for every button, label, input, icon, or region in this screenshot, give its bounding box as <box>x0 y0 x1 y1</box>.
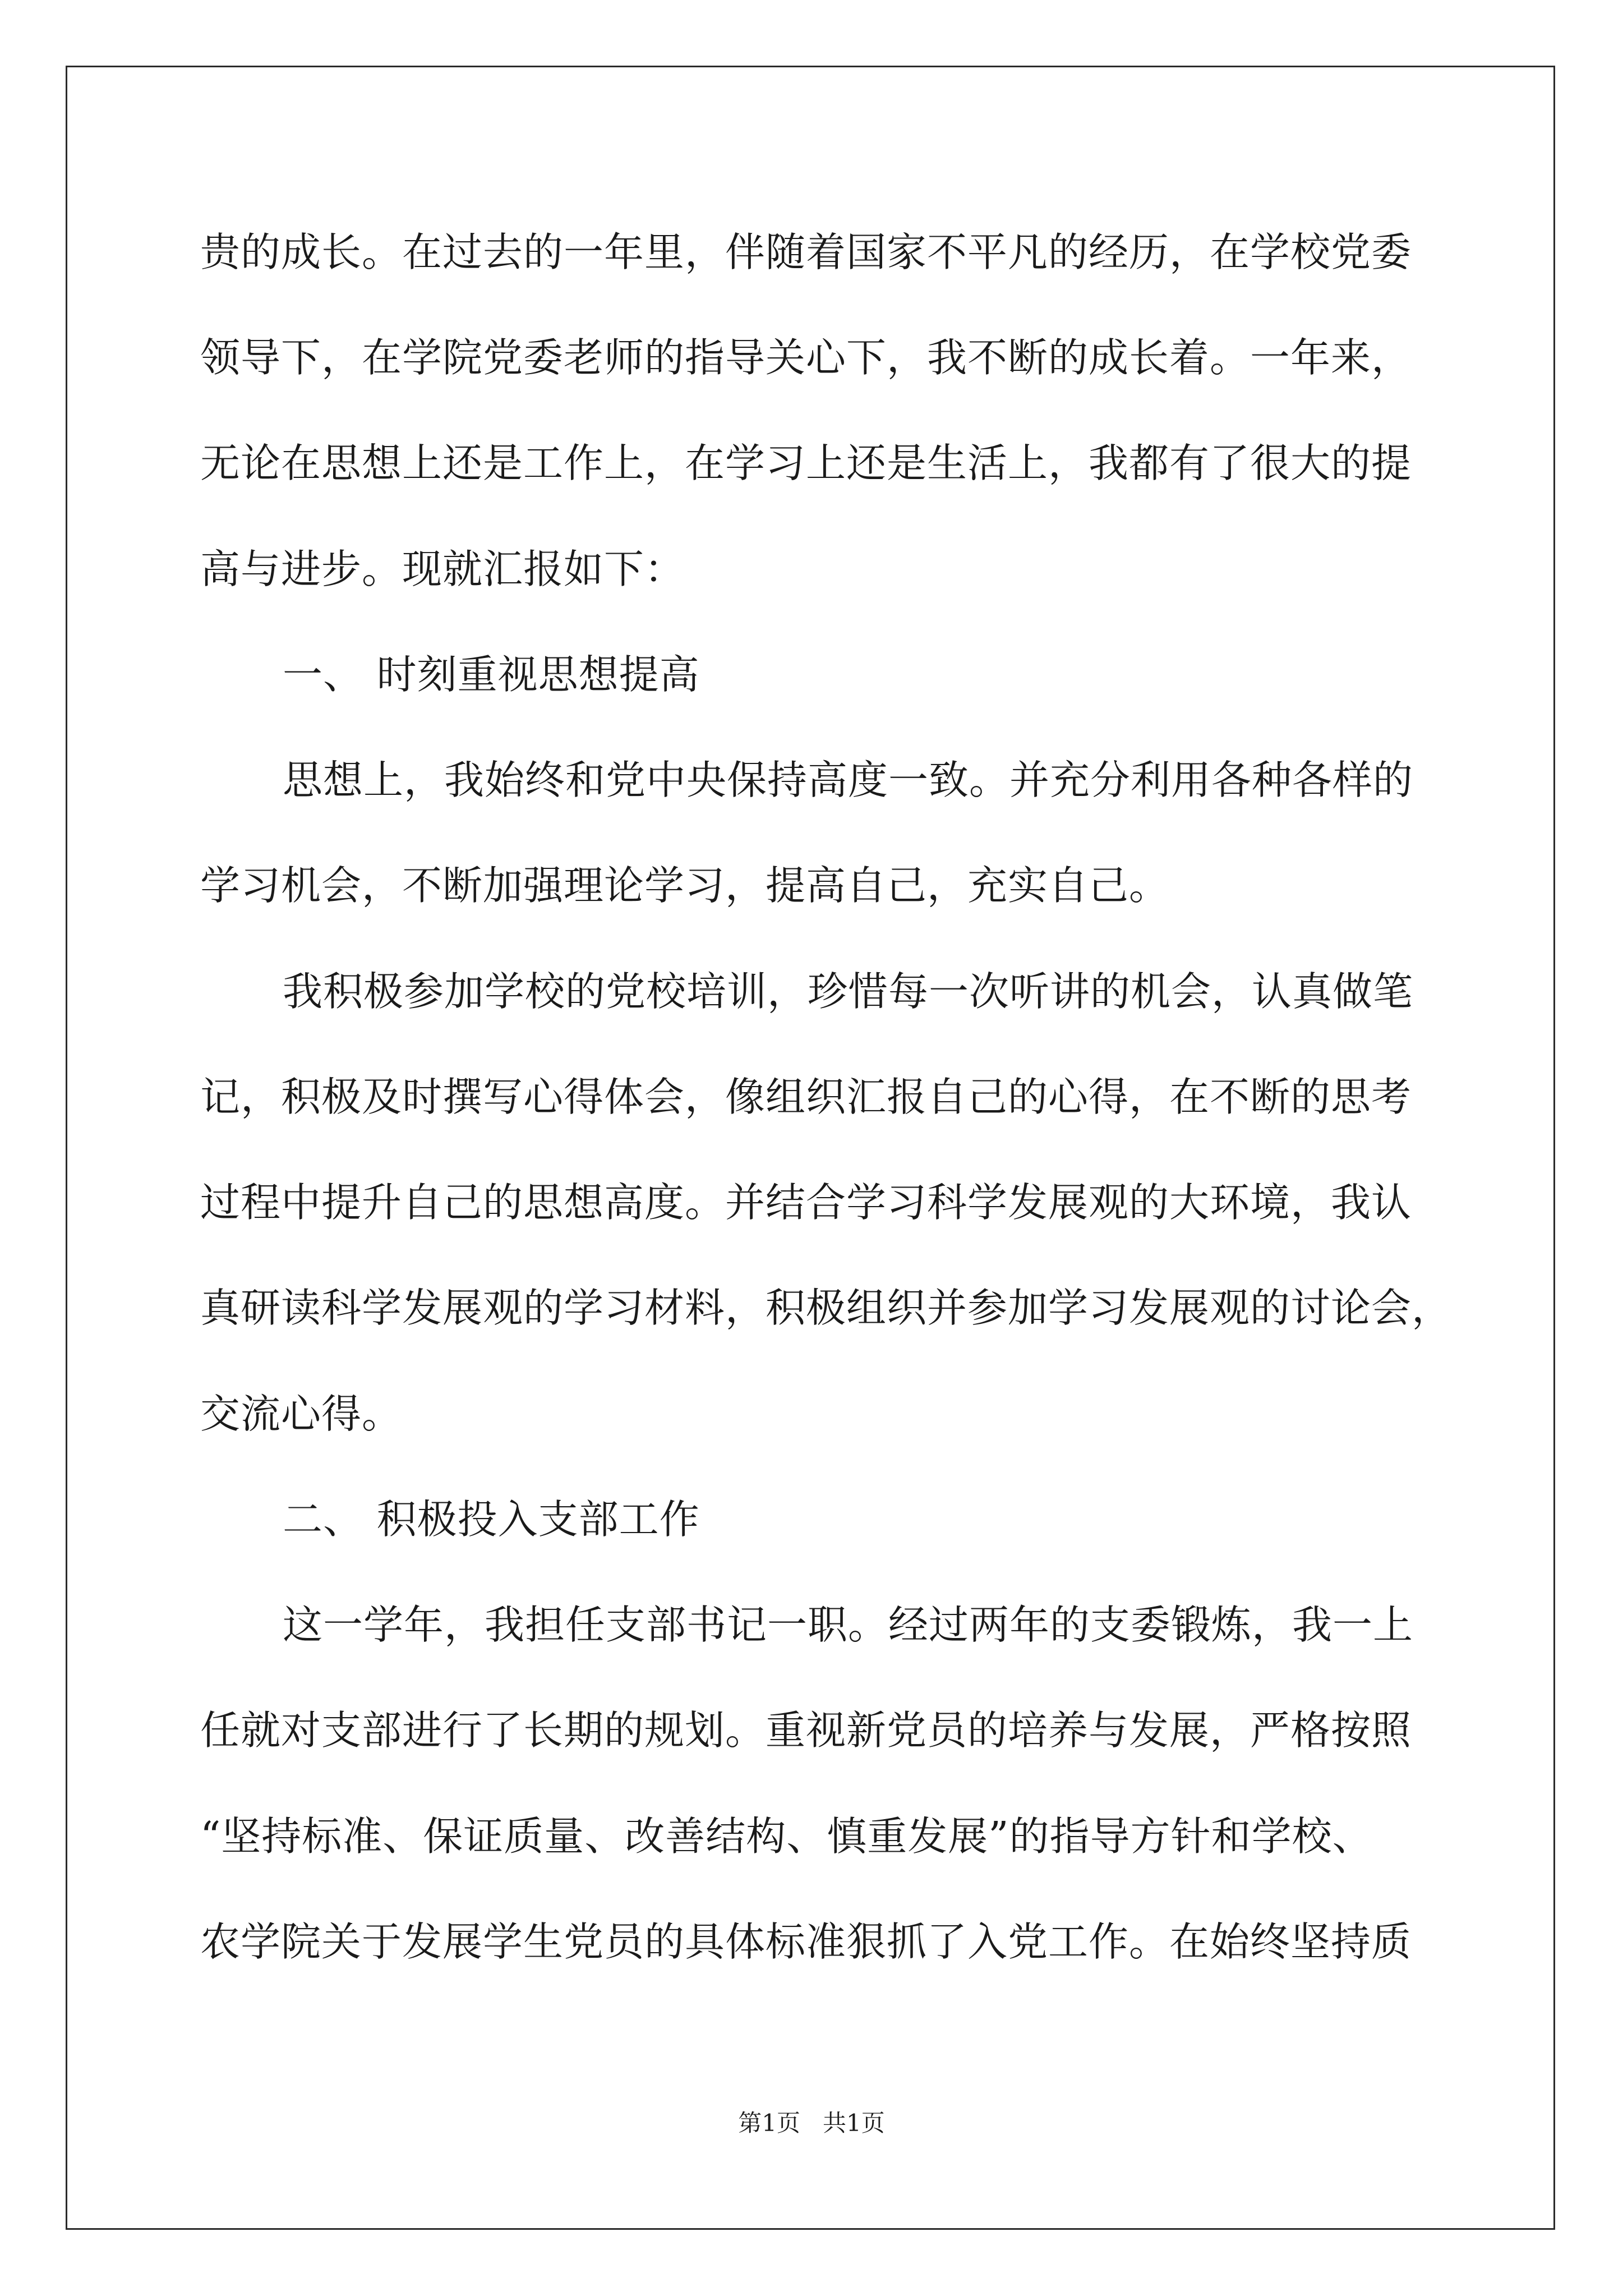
page-number: 第1页 <box>738 2109 800 2137</box>
section-heading: 一、 时刻重视思想提高 <box>283 651 700 698</box>
text-line: 我积极参加学校的党校培训，珍惜每一次听讲的机会，认真做笔 <box>283 968 1414 1015</box>
text-line: 无论在思想上还是工作上，在学习上还是生活上，我都有了很大的提 <box>200 440 1412 486</box>
text-line: 高与进步。现就汇报如下： <box>200 546 685 592</box>
text-line: “坚持标准、保证质量、改善结构、慎重发展”的指导方针和学校、 <box>200 1813 1373 1860</box>
text-line: 记，积极及时撰写心得体会，像组织汇报自己的心得，在不断的思考 <box>200 1074 1412 1120</box>
text-line: 任就对支部进行了长期的规划。重视新党员的培养与发展，严格按照 <box>200 1707 1412 1754</box>
text-line: 真研读科学发展观的学习材料，积极组织并参加学习发展观的讨论会， <box>200 1285 1453 1331</box>
text-line: 思想上，我始终和党中央保持高度一致。并充分利用各种各样的 <box>283 757 1414 803</box>
text-line: 过程中提升自己的思想高度。并结合学习科学发展观的大环境，我认 <box>200 1179 1412 1226</box>
text-line: 领导下，在学院党委老师的指导关心下，我不断的成长着。一年来， <box>200 334 1412 381</box>
text-line: 交流心得。 <box>200 1391 403 1437</box>
text-line: 这一学年，我担任支部书记一职。经过两年的支委锻炼，我一上 <box>283 1602 1414 1648</box>
page-total: 共1页 <box>823 2109 885 2137</box>
page-footer <box>0 2106 1623 2140</box>
text-line: 农学院关于发展学生党员的具体标准狠抓了入党工作。在始终坚持质 <box>200 1918 1412 1965</box>
section-heading: 二、 积极投入支部工作 <box>283 1496 700 1543</box>
text-line: 学习机会，不断加强理论学习，提高自己，充实自己。 <box>200 862 1170 909</box>
text-line: 贵的成长。在过去的一年里，伴随着国家不平凡的经历，在学校党委 <box>200 229 1412 275</box>
